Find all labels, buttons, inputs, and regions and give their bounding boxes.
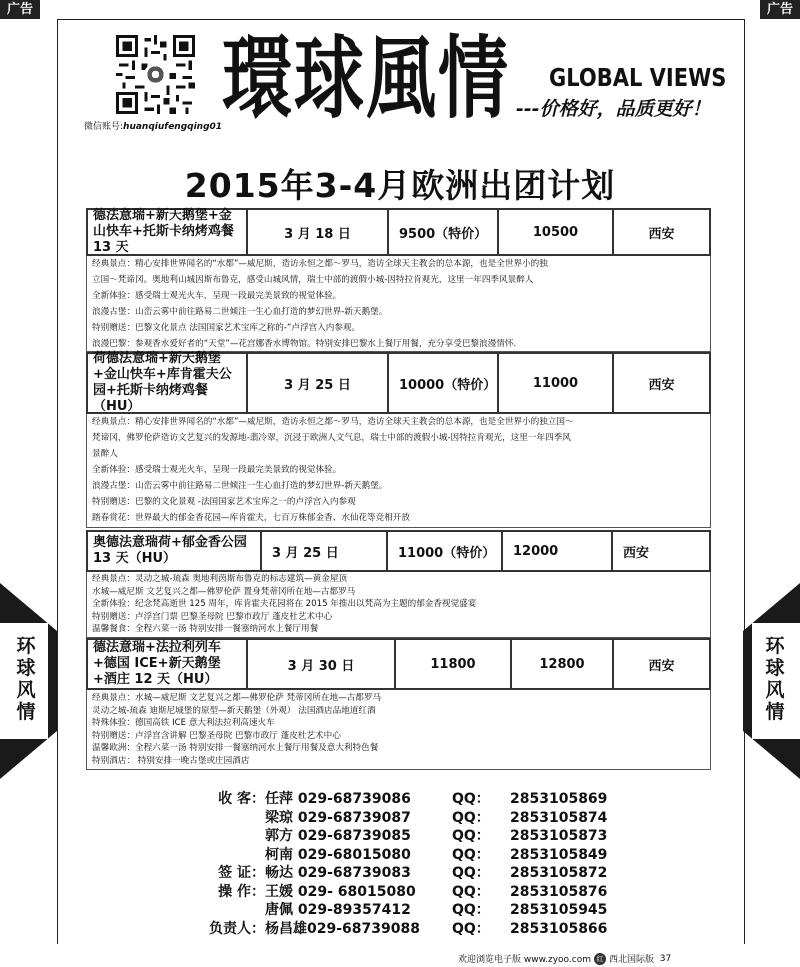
contact-list — [205, 790, 607, 938]
contact-name-phone: 杨昌雄029-68739088 — [265, 920, 420, 937]
contact-row — [205, 790, 607, 809]
contact-name-phone: 畅达 029-68739083 — [265, 865, 411, 881]
contact-role — [205, 827, 265, 846]
contact-role: 签 证： — [218, 865, 265, 881]
qq-label: QQ： — [452, 902, 490, 918]
contact-role — [205, 846, 265, 865]
detail-line: 经典景点：水城—威尼斯 文艺复兴之都—佛罗伦萨 梵蒂冈所在地—古都罗马 — [92, 693, 382, 703]
tour-header-3 — [86, 530, 711, 572]
tour-name: 荷德法意瑞+新天鹅堡+金山快车+库肯霍夫公园+托斯卡纳烤鸡餐（HU） — [88, 354, 248, 412]
page-number: 37 — [659, 953, 672, 964]
tour-date: 3 月 18 日 — [248, 210, 389, 254]
detail-line: 特别赠送：卢浮宫门票 巴黎圣母院 巴黎市政厅 蓬皮杜艺术中心 — [92, 611, 333, 622]
contact-name-phone: 唐佩 029-89357412 — [265, 902, 411, 918]
detail-line: 全新体验：纪念梵高逝世 125 周年，库肯霍夫花园将在 2015 年推出以梵高为主题的郁金香视觉盛宴 — [92, 599, 477, 610]
contact-qq: 2853105869 — [510, 791, 608, 807]
tour-departure-city: 西安 — [648, 658, 675, 674]
contact-row — [205, 864, 607, 883]
tour-price-alt: 12800 — [512, 640, 614, 688]
contact-role — [205, 809, 265, 828]
ad-tag-left: 广告 — [0, 0, 40, 19]
detail-line: 梵谛冈，佛罗伦萨造访文艺复兴的发源地-翡冷翠，沉浸于欧洲人文气息，瑞士中部的渡假小城-因特拉肯观光，这里一年四季风 — [92, 433, 571, 443]
contact-role — [205, 901, 265, 920]
brand-logo-text: 環球風情 — [222, 25, 510, 132]
detail-line: 水城—威尼斯 文艺复兴之都—佛罗伦萨 置身梵蒂冈所在地—古都罗马 — [92, 586, 356, 597]
contact-qq: 2853105876 — [510, 883, 608, 900]
detail-line: 浪漫古堡：山峦云雾中前往路易二世倾注一生心血打造的梦幻世界-新天鹅堡。 — [92, 307, 388, 317]
contact-qq: 2853105874 — [510, 809, 608, 826]
wechat-prefix: 微信账号: — [84, 122, 124, 132]
tour-departure-city: 西安 — [648, 226, 675, 242]
contact-name-phone: 梁琼 029-68739087 — [265, 809, 411, 826]
tour-price-alt: 11000 — [499, 354, 614, 412]
tour-date: 3 月 25 日 — [262, 532, 388, 570]
wechat-id: huanqiufengqing01 — [123, 122, 223, 132]
detail-line: 温馨餐食：全程六菜一汤 特别安排一餐塞纳河水上餐厅用餐 — [92, 624, 319, 635]
detail-line: 全新体验：感受瑞士观光火车，呈现一段最完美景致的视觉体验。 — [92, 291, 342, 301]
tour-header-2 — [86, 352, 711, 414]
contact-name-phone: 郭方 029-68739085 — [265, 828, 411, 844]
tour-departure-city: 西安 — [623, 545, 650, 561]
qr-code-image — [116, 35, 195, 114]
detail-line: 特殊体验：德国高铁 ICE 意大利法拉利高速火车 — [92, 718, 275, 729]
contact-row — [205, 809, 607, 828]
contact-row — [205, 846, 607, 865]
contact-row — [205, 883, 607, 902]
tour-date: 3 月 30 日 — [248, 640, 396, 688]
brand-english-name: GLOBAL VIEWS — [549, 63, 727, 92]
detail-line: 全新体验：感受瑞士观光火车，呈现一段最完美景致的视觉体验。 — [92, 465, 342, 475]
tour-date: 3 月 25 日 — [248, 354, 389, 412]
qq-label: QQ： — [452, 883, 490, 900]
tour-header-4 — [86, 638, 711, 690]
detail-line: 温馨欧洲：全程六菜一汤 特别安排一餐塞纳河水上餐厅用餐及意大利特色餐 — [92, 743, 379, 754]
tour-details-2 — [86, 414, 711, 528]
detail-line: 特别赠送：巴黎文化景点 法国国家艺术宝库之称的-”卢浮宫入内参观。 — [92, 323, 361, 333]
side-label-left: 环 球 风 情 — [16, 635, 36, 723]
tour-price: 11800 — [396, 640, 512, 688]
side-band-left — [0, 583, 57, 779]
page-title: 2015年3-4月欧洲出团计划 — [184, 166, 616, 205]
tour-price: 11000（特价） — [388, 532, 503, 570]
contact-qq: 2853105849 — [510, 846, 608, 863]
side-label-right: 环 球 风 情 — [765, 635, 785, 723]
tour-header-1 — [86, 208, 711, 256]
contact-row — [205, 920, 607, 939]
ad-tag-right: 广告 — [760, 0, 800, 19]
tour-details-1 — [86, 256, 711, 352]
contact-qq: 2853105945 — [510, 902, 608, 918]
qq-label: QQ： — [452, 865, 490, 881]
qq-label: QQ： — [452, 846, 490, 863]
side-band-right — [743, 583, 800, 779]
detail-line: 踏春赏花：世界最大的郁金香花园—库肯霍夫，七百万株郁金香、水仙花等竞相开放 — [92, 513, 410, 523]
footer-edition: 西北国际版 — [608, 955, 654, 965]
brand-slogan: ---价格好，品质更好！ — [516, 98, 711, 120]
page-footer — [458, 952, 671, 965]
detail-line: 经典景点：精心安排世界闻名的“水都”—威尼斯，造访永恒之都～罗马，造访全球天主教会的总本源，也是全世界小的独立国～ — [92, 417, 574, 427]
tour-price: 9500（特价） — [389, 210, 499, 254]
tour-price-alt: 10500 — [499, 210, 614, 254]
qq-label: QQ： — [452, 791, 490, 807]
contact-qq: 2853105872 — [510, 865, 608, 881]
contact-qq: 2853105866 — [510, 920, 608, 937]
detail-line: 特别赠送：巴黎的文化景观 -法国国家艺术宝库之一的卢浮宫入内参观 — [92, 497, 356, 507]
contact-qq: 2853105873 — [510, 828, 608, 844]
tour-price: 10000（特价） — [389, 354, 499, 412]
contact-role: 操 作： — [218, 883, 265, 900]
detail-line: 浪漫古堡：山峦云雾中前往路易二世倾注一生心血打造的梦幻世界-新天鹅堡。 — [92, 481, 388, 491]
footer-website-text: 欢迎浏览电子版 www.zyoo.com — [458, 955, 591, 965]
tour-details-4 — [86, 690, 711, 770]
contact-name-phone: 柯南 029-68015080 — [265, 846, 411, 863]
qq-label: QQ： — [452, 828, 490, 844]
detail-line: 景醉人 — [92, 449, 118, 459]
tour-price-alt: 12000 — [503, 532, 613, 570]
detail-line: 浪漫巴黎：参观香水爱好者的“天堂”—花宫娜香水博物馆。特别安排巴黎水上餐厅用餐，充分享受巴黎浪漫情怀. — [92, 339, 517, 349]
detail-line: 特别赠送：卢浮宫含讲解 巴黎圣母院 巴黎市政厅 蓬皮杜艺术中心 — [92, 730, 341, 741]
detail-line: 经典景点：精心安排世界闻名的“水都”—威尼斯，造访永恒之都～罗马，造访全球天主教会的总本源，也是全世界小的独 — [92, 259, 548, 269]
contact-name-phone: 任萍 029-68739086 — [265, 791, 411, 807]
tour-name: 奥德法意瑞荷+郁金香公园 13 天（HU） — [88, 532, 262, 570]
contact-role: 负责人： — [209, 920, 265, 937]
contact-role: 收 客： — [218, 791, 265, 807]
detail-line: 灵动之城-琉森 迪斯尼城堡的原型—新天鹅堡（外观） 法国酒店品地道红酒 — [92, 705, 376, 716]
contact-row — [205, 901, 607, 920]
contact-name-phone: 王媛 029- 68015080 — [265, 883, 416, 900]
wechat-account — [84, 119, 222, 132]
detail-line: 立国～梵谛冈。奥地利山城因斯布鲁克，感受山城风情，瑞士中部的渡假小城-因特拉肯观光，这里一年四季风景醉人 — [92, 275, 534, 285]
publisher-logo-icon: 红 — [594, 953, 606, 965]
tour-name: 德法意瑞+新天鹅堡+金山快车+托斯卡纳烤鸡餐 13 天 — [88, 210, 248, 254]
detail-line: 特别酒店： 特别安排一晚古堡或庄园酒店 — [92, 755, 250, 766]
detail-line: 经典景点：灵动之城-琉森 奥地利茵斯布鲁克的标志建筑—黄金屋顶 — [92, 574, 348, 584]
tour-departure-city: 西安 — [648, 377, 675, 393]
qq-label: QQ： — [452, 920, 490, 937]
contact-row — [205, 827, 607, 846]
tour-details-3 — [86, 572, 711, 638]
tour-name: 德法意瑞+法拉利列车+德国 ICE+新天鹅堡+酒庄 12 天（HU） — [88, 640, 248, 688]
qq-label: QQ： — [452, 809, 490, 826]
